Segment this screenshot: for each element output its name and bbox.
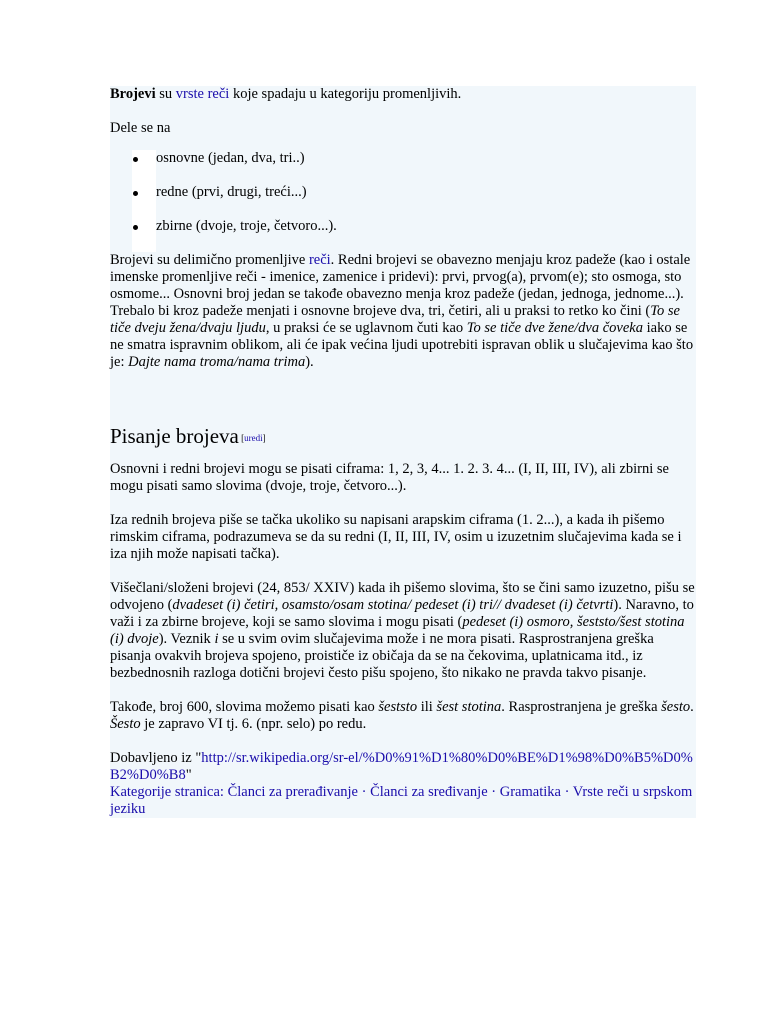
- categories-line: Kategorije stranica: Članci za prerađivanje · Članci za sređivanje · Gramatika · Vrste reči u srpskom jeziku: [110, 784, 696, 818]
- category-link[interactable]: Vrste reči u srpskom jeziku: [110, 784, 693, 817]
- intro-text-1: su: [155, 86, 176, 102]
- link-reci[interactable]: reči: [308, 252, 331, 268]
- article-body: [110, 86, 696, 818]
- number-types-list: [110, 150, 696, 252]
- paragraph-declension: Brojevi su delimično promenljive reči. Redni brojevi se obavezno menjaju kroz padeže (kao i ostale imenske promenljive reči - imenice, zamenice i pridevi): prvi, prvog(a), prvom(e); sto osmoga, sto osmome... Osnovni broj jedan se takođe obavezno menja kroz padeže (jedan, jednoga, jednome...). Trebalo bi kroz padeže menjati i osnovne brojeve dva, tri, četiri, ali u praksi to retko ko čini (To se tiče dveju žena/dvaju ljudu, u praksi će se uglavnom čuti kao To se tiče dve žene/dva čoveka iako se ne smatra ispravnim oblikom, ali će ipak većina ljudi upotrebiti ispravan oblik u slučajevima kao što je: Dajte nama troma/nama trima).: [110, 252, 696, 371]
- intro-text-2: koje spadaju u kategoriju promenljivih.: [229, 86, 462, 102]
- source-line: Dobavljeno iz "http://sr.wikipedia.org/sr-el/%D0%91%D1%80%D0%BE%D1%98%D0%B5%D0%B2%D0%B8": [110, 750, 696, 784]
- category-link[interactable]: Članci za prerađivanje: [227, 784, 358, 800]
- source-link[interactable]: http://sr.wikipedia.org/sr-el/%D0%91%D1%80%D0%BE%D1%98%D0%B5%D0%B2%D0%B8: [110, 750, 693, 783]
- category-link[interactable]: Gramatika: [499, 784, 561, 800]
- intro-bold: Brojevi: [110, 86, 156, 102]
- categories-label-link[interactable]: Kategorije stranica: [110, 784, 220, 800]
- list-item: zbirne (dvoje, troje, četvoro...).: [110, 218, 696, 252]
- paragraph-compound: Višečlani/složeni brojevi (24, 853/ XXIV) kada ih pišemo slovima, što se čini samo izuzetno, pišu se odvojeno (dvadeset (i) četiri, osamsto/osam stotina/ pedeset (i) tri// dvadeset (i) četvrti). Naravno, to važi i za zbirne brojeve, koji se samo slovima i mogu pisati (pedeset (i) osmoro, šeststo/šest stotina (i) dvoje). Veznik i se u svim ovim slučajevima može i ne mora pisati. Rasprostranjena greška pisanja ovakvih brojeva spojeno, proističe iz običaja da se na čekovima, uplatnicama itd., iz bezbednosnih razloga dotični brojevi često pišu spojeno, što nikako ne pravda takvo pisanje.: [110, 580, 695, 681]
- category-link[interactable]: Članci za sređivanje: [370, 784, 488, 800]
- edit-link[interactable]: uredi: [244, 433, 263, 443]
- list-item: osnovne (jedan, dva, tri..): [110, 150, 696, 184]
- paragraph-digits: Osnovni i redni brojevi mogu se pisati ciframa: 1, 2, 3, 4... 1. 2. 3. 4... (I, II, III, IV), ali zbirni se mogu pisati samo slovima (dvoje, troje, četvoro...).: [110, 461, 696, 495]
- edit-section: [uredi]: [238, 433, 266, 443]
- dele-paragraph: Dele se na: [110, 120, 696, 150]
- intro-paragraph: [110, 86, 696, 120]
- link-vrste-reci[interactable]: vrste reči: [175, 86, 230, 102]
- section-heading: [110, 423, 696, 461]
- paragraph-600: Takođe, broj 600, slovima možemo pisati kao šeststo ili šest stotina. Rasprostranjena je greška šesto. Šesto je zapravo VI tj. 6. (npr. selo) po redu.: [110, 699, 696, 733]
- paragraph-ordinal-dot: Iza rednih brojeva piše se tačka ukoliko su napisani arapskim ciframa (1. 2...), a kada ih pišemo rimskim ciframa, podrazumeva se da su redni (I, II, III, IV, osim u izuzetnim slučajevima kada se i iza njih može napisati tačka).: [110, 512, 696, 563]
- list-item: redne (prvi, drugi, treći...): [110, 184, 696, 218]
- section-title: Pisanje brojeva: [110, 424, 239, 448]
